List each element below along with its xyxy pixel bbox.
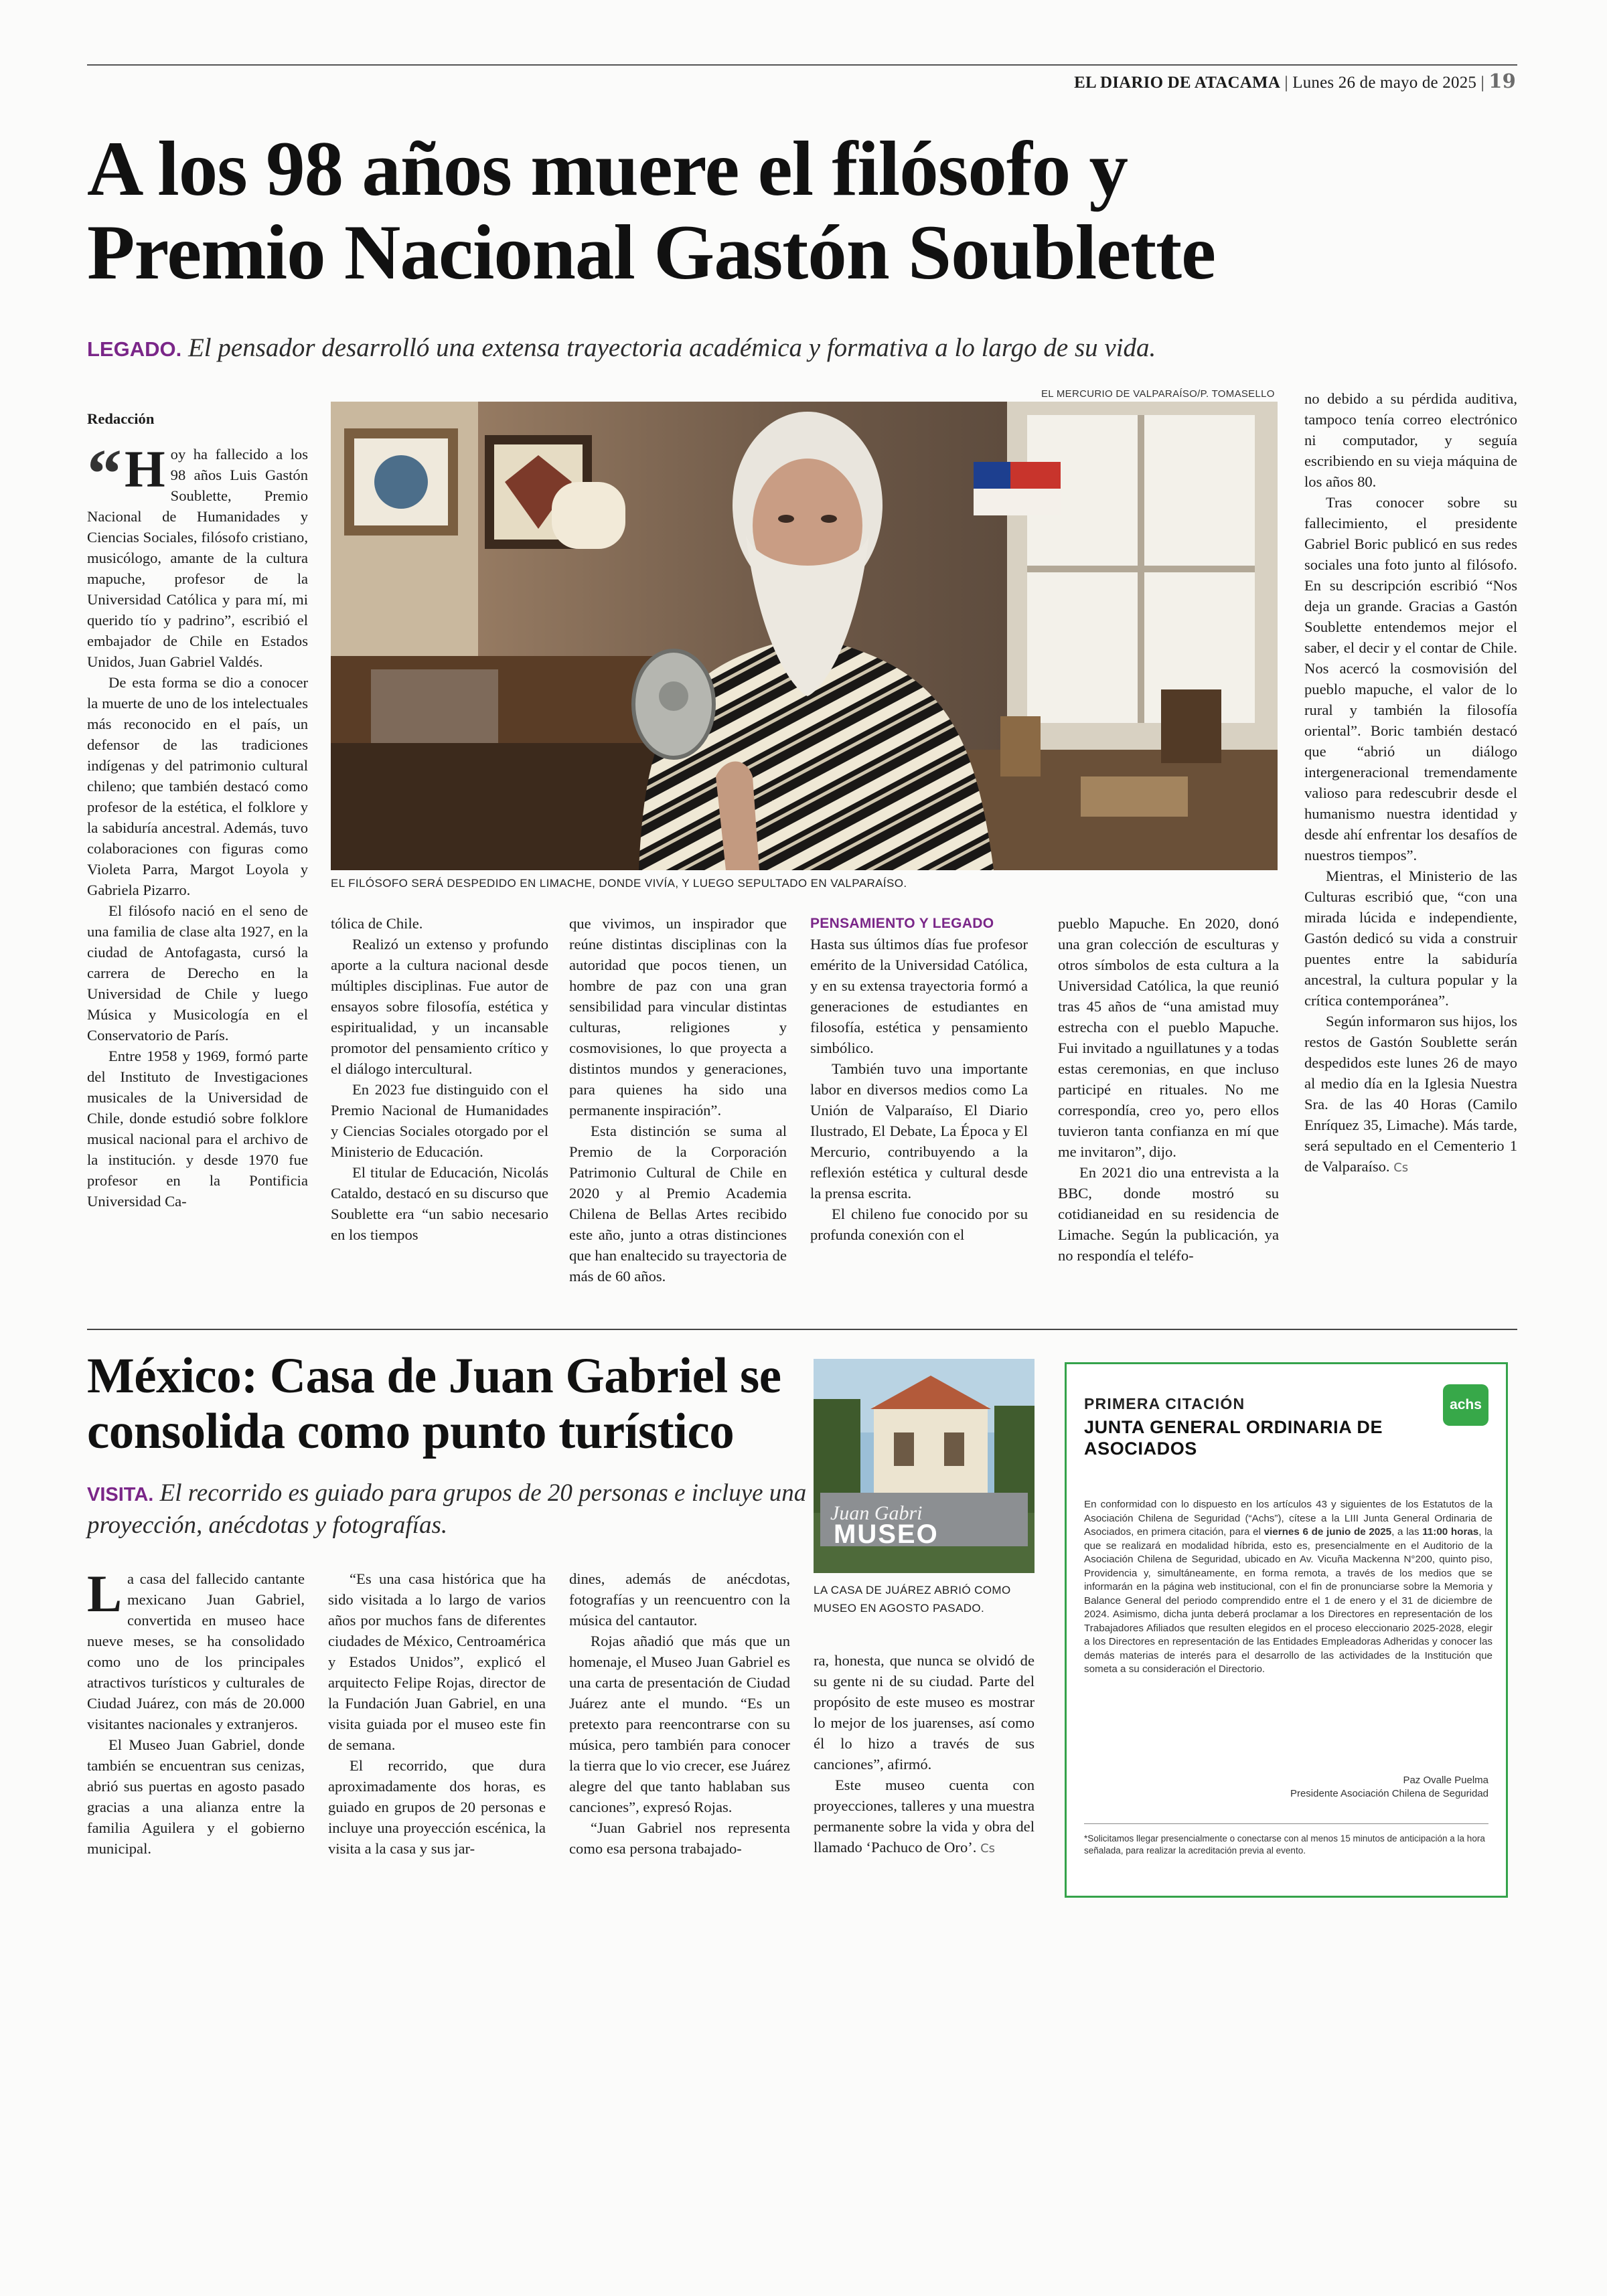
col1-para-3: El filósofo nació en el seno de una familia de clase alta 1927, en la ciudad de Antofagasta, cursó la carrera de Derecho en la Universidad de Chile y luego Música y Musicología en el Conservatorio de París. xyxy=(87,902,308,1044)
byline: Redacción xyxy=(87,410,155,427)
article2-column-1 xyxy=(87,1564,305,1859)
col3-para-2: Esta distinción se suma al Premio de la Corporación Patrimonio Cultural de Chile en 2020 y al Premio Academia Chilena de Bellas Artes recibido este año, junto a otras distinciones que han enaltecido su trayectoria de más de 60 años. xyxy=(569,1123,787,1285)
paper-name: EL DIARIO DE ATACAMA xyxy=(1074,74,1281,92)
end-mark-icon: Cs xyxy=(980,1841,996,1856)
article2-column-3 xyxy=(569,1568,790,1859)
photo-credit: EL MERCURIO DE VALPARAÍSO/P. TOMASELLO xyxy=(1041,388,1275,400)
a2-col2-para-2: El recorrido, que dura aproximadamente dos horas, es guiado en grupos de 20 personas e incluye una proyección escénica, la visita a la casa y sus jar- xyxy=(328,1757,546,1857)
photo-illustration xyxy=(331,402,1278,870)
col4-para-1: Hasta sus últimos días fue profesor emérito de la Universidad Católica, y en su extensa trayectoria formó a generaciones de estudiantes en filosofía, estética y pensamiento simbólico. xyxy=(810,936,1028,1056)
col6-para-1: no debido a su pérdida auditiva, tampoco tenía correo electrónico ni computador, y seguía escribiendo en su vieja máquina de los años 80. xyxy=(1304,390,1517,490)
section-subhead: PENSAMIENTO Y LEGADO xyxy=(810,916,994,931)
notice-divider xyxy=(1084,1823,1488,1824)
meeting-time: 11:00 horas xyxy=(1422,1526,1479,1538)
notice-signature xyxy=(1290,1774,1488,1801)
col2-para-4: El titular de Educación, Nicolás Cataldo, destacó en su discurso que Soublette era “un sabio necesario en los tiempos xyxy=(331,1164,548,1243)
col6-para-4: Según informaron sus hijos, los restos de Gastón Soublette serán despedidos este lunes 26 de mayo al medio día en la Iglesia Nuestra Sra. de las 40 Horas (Camilo Enríquez 35, Limache). Más tarde, será sepultado en el Cementerio 1 de Valparaíso. Cs xyxy=(1304,1013,1517,1175)
story-divider xyxy=(87,1329,1517,1330)
col1-para-1: “ H oy ha fallecido a los 98 años Luis Gastón Soublette, Premio Nacional de Humanidades y Ciencias Sociales, filósofo cristiano, musicólogo, amante de la cultura mapuche, profesor de la Universidad Católica y para mí, mi querido tío y padrino”, escribió el embajador de Chile en Estados Unidos, Juan Gabriel Valdés. xyxy=(87,435,308,670)
a2-col3-para-3: “Juan Gabriel nos representa como esa persona trabajado- xyxy=(569,1819,790,1857)
headline-line-1: A los 98 años muere el filósofo y xyxy=(87,126,1128,212)
article2-column-2 xyxy=(328,1568,546,1859)
col6-para-2: Tras conocer sobre su fallecimiento, el presidente Gabriel Boric publicó en sus redes sociales una foto junto al filósofo. En su descripción escribió “Nos deja un grande. Gracias a Gastón Soublette entendemos mejor el saber, el decir y el contar de Chile. Nos acercó la cosmovisión del pueblo mapuche, el valor de lo rural y también la filosofía oriental”. Boric también destacó que “abrió un diálogo intergeneracional tremendamente valioso para redescubrir desde el humanismo nuestra identidad y desde ahí enfrentar los desafíos de nuestros tiempos”. xyxy=(1304,494,1517,864)
col5-para-1: pueblo Mapuche. En 2020, donó una gran colección de esculturas y otros símbolos de esta cultura a la Universidad Católica, la que reunió tras 45 años de “una amistad muy estrecha con el pueblo Mapuche. Fui invitado a nguillatunes y a todas estas ceremonias, en que incluso participé en rituales. No me correspondía, creo yo, pero ellos tuvieron tanta confianza en mí que me invitaron”, dijo. xyxy=(1058,915,1279,1160)
opening-quote-icon: “ xyxy=(87,435,122,512)
deck-kicker: LEGADO. xyxy=(87,337,182,361)
museum-photo-caption: LA CASA DE JUÁREZ ABRIÓ COMO MUSEO EN AGOSTO PASADO. xyxy=(814,1584,1011,1615)
top-rule xyxy=(87,64,1517,66)
col2-para-2: Realizó un extenso y profundo aporte a la cultura nacional desde múltiples disciplinas. Fue autor de ensayos sobre filosofía, estética y espiritualidad, y un incansable promotor del pensamiento crítico y el diálogo intercultural. xyxy=(331,936,548,1077)
deck-kicker: VISITA. xyxy=(87,1484,154,1505)
a2-col3-para-1: dines, además de anécdotas, fotografías y un reencuentro con la música del cantautor. xyxy=(569,1570,790,1629)
article2-headline xyxy=(87,1349,810,1459)
signer-title: Presidente Asociación Chilena de Seguridad xyxy=(1290,1788,1488,1799)
col3-para-1: que vivimos, un inspirador que reúne distintas disciplinas con la autoridad que pocos tienen, un hombre de paz con una gran sensibilidad para vincular distintas culturas, religiones y cosmovisiones, lo que proyecta a distintos mundos y generaciones, para quienes ha sido una permanente inspiración”. xyxy=(569,915,787,1119)
notice-label: PRIMERA CITACIÓN xyxy=(1084,1395,1245,1412)
article1-column-6 xyxy=(1304,388,1517,1178)
signer-name: Paz Ovalle Puelma xyxy=(1403,1775,1488,1786)
museum-photo xyxy=(814,1359,1035,1573)
headline-line-1: México: Casa de Juan Gabriel se xyxy=(87,1348,781,1404)
a2-col4-para-2: Este museo cuenta con proyecciones, talleres y una muestra permanente sobre la vida y obra del llamado ‘Pachuco de Oro’. Cs xyxy=(814,1777,1035,1856)
a2-col1-para-1: La casa del fallecido cantante mexicano Juan Gabriel, convertida en museo hace nueve meses, se ha consolidado como uno de los principales atractivos turísticos y culturales de Ciudad Juárez, con más de 20.000 visitantes nacionales y extranjeros. xyxy=(87,1564,305,1732)
deck-text: El pensador desarrolló una extensa trayectoria académica y formativa a lo largo de su vida. xyxy=(187,333,1156,362)
page-number: 19 xyxy=(1488,70,1516,92)
col1-para-4: Entre 1958 y 1969, formó parte del Instituto de Investigaciones musicales de la Universidad de Chile, donde estudió sobre folklore musical nacional para el archivo de la institución. y desde 1970 fue profesor en la Pontificia Universidad Ca- xyxy=(87,1048,308,1210)
achs-notice xyxy=(1065,1362,1508,1898)
soublette-photo xyxy=(331,402,1278,870)
article1-column-4 xyxy=(810,913,1028,1245)
drop-cap: H xyxy=(125,440,165,498)
article2-column-4 xyxy=(814,1650,1035,1859)
col1-para-2: De esta forma se dio a conocer la muerte de uno de los intelectuales más reconocido en el país, un defensor de las tradiciones indígenas y del patrimonio cultural chileno; que también destacó como profesor de la estética, el folklore y la sabiduría ancestral. Además, tuvo colaboraciones con figuras como Violeta Parra, Margot Loyola y Gabriela Pizarro. xyxy=(87,674,308,898)
col4-para-3: El chileno fue conocido por su profunda conexión con el xyxy=(810,1206,1028,1243)
col2-para-1: tólica de Chile. xyxy=(331,915,423,932)
a2-col4-para-1: ra, honesta, que nunca se olvidó de su gente ni de su ciudad. Parte del propósito de este museo es mostrar lo mejor de los juarenses, así como él lo hizo a través de sus canciones”, afirmó. xyxy=(814,1652,1035,1773)
article2-deck xyxy=(87,1478,810,1541)
article1-deck xyxy=(87,333,1527,363)
headline-line-2: consolida como punto turístico xyxy=(87,1403,735,1459)
col2-para-3: En 2023 fue distinguido con el Premio Nacional de Humanidades y Ciencias Sociales otorgado por el Ministerio de Educación. xyxy=(331,1081,548,1160)
masthead xyxy=(1074,70,1516,92)
svg-text:MUSEO: MUSEO xyxy=(834,1520,939,1549)
article1-column-5 xyxy=(1058,913,1279,1266)
article1-headline xyxy=(87,127,1527,295)
achs-logo-icon: achs xyxy=(1443,1384,1488,1426)
article1-column-3 xyxy=(569,913,787,1287)
col6-para-3: Mientras, el Ministerio de las Culturas escribió que, “con una mirada lúcida e independiente, Gastón dedicó su vida a construir puentes entre la sabiduría ancestral, la cultura popular y la crítica contemporánea”. xyxy=(1304,868,1517,1009)
notice-body: En conformidad con lo dispuesto en los artículos 43 y siguientes de los Estatutos de la Asociación Chilena de Seguridad (“Achs”), cítese a la LIII Junta General Ordinaria de Asociados, en primera citación, para el viernes 6 de junio de 2025, a las 11:00 horas, la que se realizará en modalidad híbrida, esto es, presencialmente en el Auditorio de la Asociación Chilena de Seguridad, ubicado en Av. Vicuña Mackenna N°200, quinto piso, Providencia y, simultáneamente, en forma remota, a través de los medios que se informarán en la página web institucional, con el fin de pronunciarse sobre la Memoria y Balance General del periodo comprendido entre el 1 de enero y el 31 de diciembre de 2024. Asimismo, dicha junta deberá proclamar a los Directores en representación de los Trabajadores Afiliados que resulten elegidos en el proceso eleccionario 2025-2028, elegir a los Directores en representación de las Entidades Empleadoras Adheridas y conocer las demás materias de interés para el desarrollo de las actividades de la Institución que someta a su consideración el Directorio. xyxy=(1084,1499,1493,1675)
notice-title: JUNTA GENERAL ORDINARIA DE ASOCIADOS xyxy=(1084,1417,1383,1459)
meeting-date: viernes 6 de junio de 2025 xyxy=(1264,1526,1392,1538)
col5-para-2: En 2021 dio una entrevista a la BBC, donde mostró su cotidianeidad en su residencia de Limache. Según la publicación, ya no respondía el teléfo- xyxy=(1058,1164,1279,1264)
drop-cap: L xyxy=(87,1564,123,1623)
article1-column-1 xyxy=(87,408,308,1212)
a2-col3-para-2: Rojas añadió que más que un homenaje, el Museo Juan Gabriel es una carta de presentación de Ciudad Juárez ante el mundo. “Es un pretexto para reencontrarse con su música, pero también para conocer la tierra que lo vio crecer, ese Juárez alegre del que tanto hablaban sus canciones”, expresó Rojas. xyxy=(569,1633,790,1815)
article1-column-2 xyxy=(331,913,548,1245)
photo-illustration xyxy=(814,1359,1035,1573)
museum-sign: Juan Gabri xyxy=(830,1502,923,1524)
issue-date: Lunes 26 de mayo de 2025 xyxy=(1292,74,1477,92)
end-mark-icon: Cs xyxy=(1393,1161,1409,1175)
headline-line-2: Premio Nacional Gastón Soublette xyxy=(87,210,1216,297)
masthead-separator: | xyxy=(1284,74,1288,92)
masthead-separator: | xyxy=(1480,74,1484,92)
photo-caption: EL FILÓSOFO SERÁ DESPEDIDO EN LIMACHE, DONDE VIVÍA, Y LUEGO SEPULTADO EN VALPARAÍSO. xyxy=(331,877,907,890)
deck-text: El recorrido es guiado para grupos de 20 personas e incluye una proyección, anécdotas y fotografías. xyxy=(87,1479,807,1539)
a2-col2-para-1: “Es una casa histórica que ha sido visitada a lo largo de varios años por muchos fans de diferentes ciudades de México, Centroamérica y Estados Unidos”, explicó el arquitecto Felipe Rojas, director de la Fundación Juan Gabriel, en una visita guiada por el museo este fin de semana. xyxy=(328,1570,546,1753)
col4-para-2: También tuvo una importante labor en diversos medios como La Unión de Valparaíso, El Diario Ilustrado, El Debate, La Época y El Mercurio, contribuyendo a la reflexión estética y cultural desde la prensa escrita. xyxy=(810,1060,1028,1202)
a2-col1-para-2: El Museo Juan Gabriel, donde también se encuentran sus cenizas, abrió sus puertas en agosto pasado gracias a una alianza entre la familia Aguilera y el gobierno municipal. xyxy=(87,1736,305,1857)
notice-footnote: *Solicitamos llegar presencialmente o conectarse con al menos 15 minutos de anticipación a la hora señalada, para realizar la acreditación previa al evento. xyxy=(1084,1833,1485,1856)
